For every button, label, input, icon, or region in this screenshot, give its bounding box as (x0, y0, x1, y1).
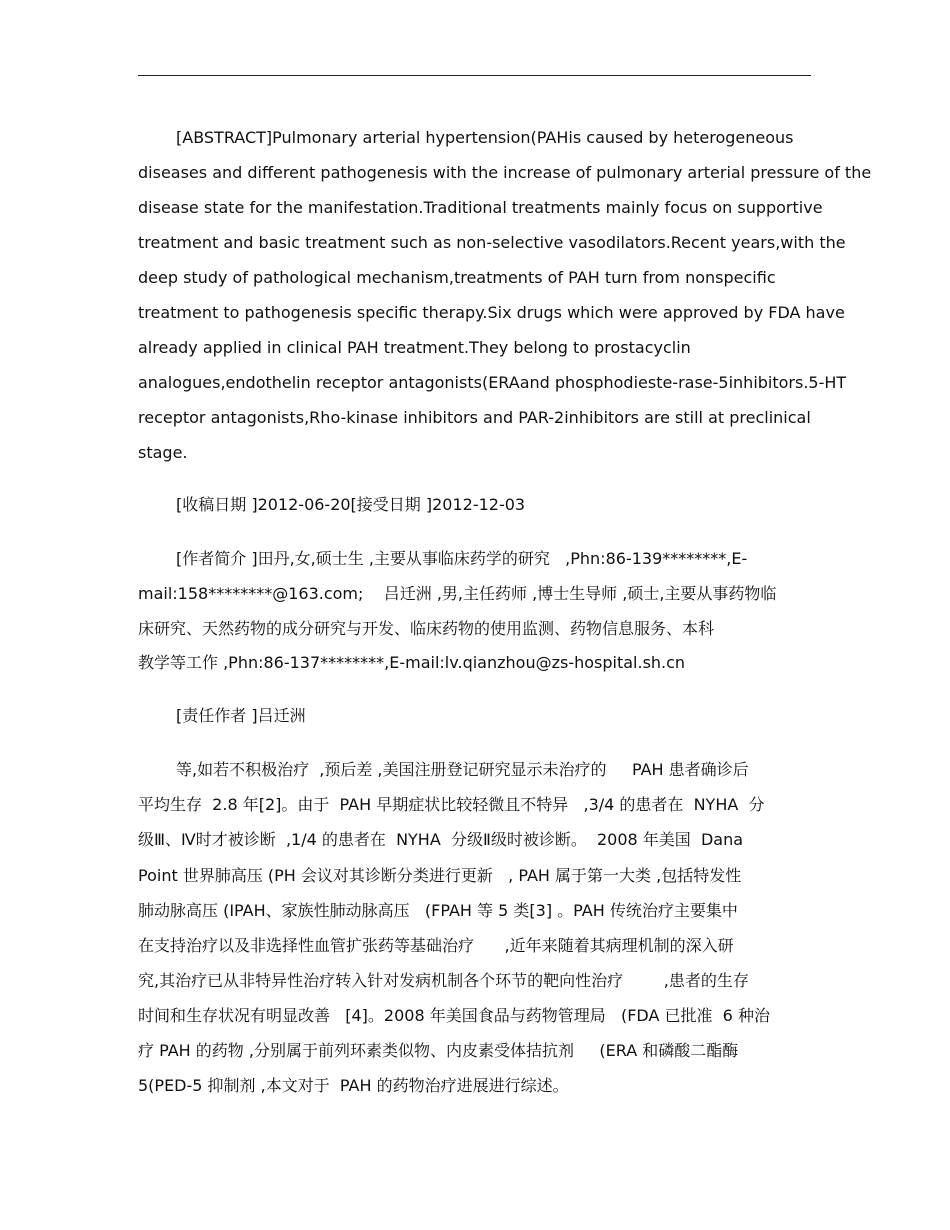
body-line: 疗 PAH 的药物 ,分别属于前列环素类似物、内皮素受体拮抗剂 (ERA 和磷酸二酯酶 (138, 1041, 739, 1060)
header-rule (138, 75, 811, 76)
author-info-line: 教学等工作 ,Phn:86-137********,E-mail:lv.qianzhou@zs-hospital.sh.cn (138, 653, 686, 672)
abstract-line: already applied in clinical PAH treatment.They belong to prostacyclin (138, 338, 691, 357)
author-info-line: mail:158********@163.com; 吕迁洲 ,男,主任药师 ,博士生导师 ,硕士,主要从事药物临 (138, 584, 777, 603)
body-line: 在支持治疗以及非选择性血管扩张药等基础治疗 ,近年来随着其病理机制的深入研 (138, 936, 734, 955)
abstract-line: receptor antagonists,Rho-kinase inhibitors and PAR-2inhibitors are still at preclinical (138, 408, 811, 427)
abstract-line: diseases and different pathogenesis with the increase of pulmonary arterial pressure of the (138, 163, 872, 182)
body-line: 时间和生存状况有明显改善 [4]。2008 年美国食品与药物管理局 (FDA 已批准 6 种治 (138, 1006, 770, 1025)
received-accepted-dates: [收稿日期 ]2012-06-20[接受日期 ]2012-12-03 (176, 495, 526, 514)
abstract-line: deep study of pathological mechanism,treatments of PAH turn from nonspecific (138, 268, 776, 287)
abstract-line: analogues,endothelin receptor antagonists(ERAand phosphodieste-rase-5inhibitors.5-HT (138, 373, 847, 392)
body-line: 级Ⅲ、Ⅳ时才被诊断 ,1/4 的患者在 NYHA 分级Ⅱ级时被诊断。 2008 年美国 Dana (138, 830, 744, 849)
body-line: 等,如若不积极治疗 ,预后差 ,美国注册登记研究显示未治疗的 PAH 患者确诊后 (176, 760, 749, 779)
abstract-line: disease state for the manifestation.Traditional treatments mainly focus on supportive (138, 198, 823, 217)
author-info-line: [作者简介 ]田丹,女,硕士生 ,主要从事临床药学的研究 ,Phn:86-139********,E- (176, 549, 748, 568)
body-line: 究,其治疗已从非特异性治疗转入针对发病机制各个环节的靶向性治疗 ,患者的生存 (138, 971, 749, 990)
body-line: 肺动脉高压 (IPAH、家族性肺动脉高压 (FPAH 等 5 类[3] 。PAH 传统治疗主要集中 (138, 901, 738, 920)
body-line: 平均生存 2.8 年[2]。由于 PAH 早期症状比较轻微且不特异 ,3/4 的患者在 NYHA 分 (138, 795, 765, 814)
author-info-line: 床研究、天然药物的成分研究与开发、临床药物的使用监测、药物信息服务、本科 (138, 619, 715, 638)
abstract-line: stage. (138, 443, 188, 462)
corresponding-author: [责任作者 ]吕迁洲 (176, 706, 306, 725)
abstract-line: treatment to pathogenesis specific therapy.Six drugs which were approved by FDA have (138, 303, 845, 322)
abstract-line: treatment and basic treatment such as non-selective vasodilators.Recent years,with the (138, 233, 846, 252)
body-line: Point 世界肺高压 (PH 会议对其诊断分类进行更新 , PAH 属于第一大类 ,包括特发性 (138, 866, 742, 885)
body-line: 5(PED-5 抑制剂 ,本文对于 PAH 的药物治疗进展进行综述。 (138, 1076, 569, 1095)
abstract-line: [ABSTRACT]Pulmonary arterial hypertension(PAHis caused by heterogeneous (176, 128, 794, 147)
